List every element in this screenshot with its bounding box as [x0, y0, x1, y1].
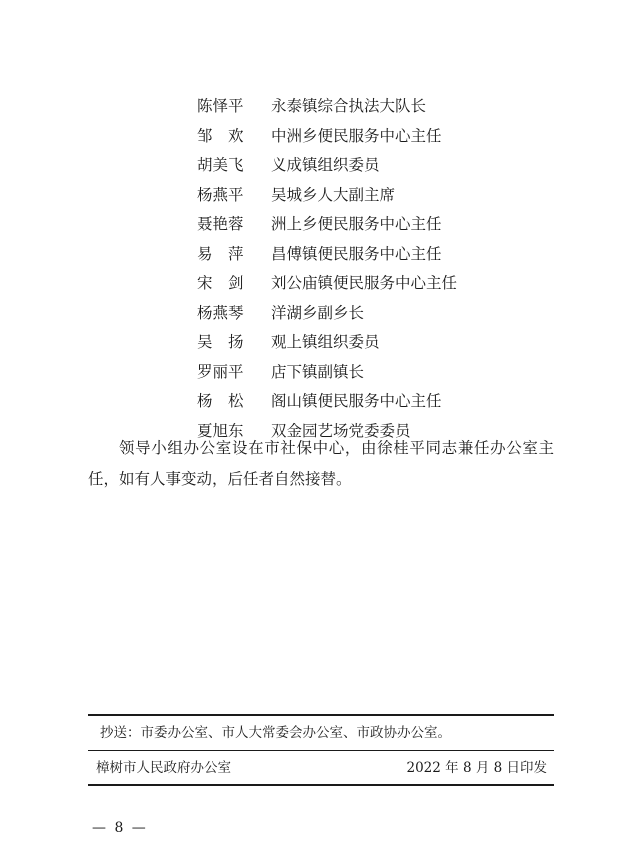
member-list	[197, 92, 557, 446]
member-name: 罗丽平	[197, 362, 244, 381]
member-name: 聂艳蓉	[197, 215, 244, 233]
member-name: 杨燕琴	[197, 303, 244, 322]
member-name: 胡美飞	[197, 156, 244, 174]
cc-line: 抄送：市委办公室、市人大常委会办公室、市政协办公室。	[100, 725, 451, 741]
member-role: 观上镇组织委员	[271, 333, 380, 351]
member-row	[197, 92, 557, 122]
member-row	[197, 122, 557, 152]
member-role: 店下镇副镇长	[271, 362, 365, 381]
member-name: 夏旭东	[197, 421, 244, 440]
member-row	[197, 269, 557, 299]
member-role: 刘公庙镇便民服务中心主任	[271, 274, 458, 292]
member-name: 宋 剑	[197, 274, 244, 292]
member-role: 昌傅镇便民服务中心主任	[271, 244, 442, 263]
member-role: 中洲乡便民服务中心主任	[271, 126, 442, 145]
member-name: 杨 松	[197, 392, 244, 410]
member-name: 邹 欢	[197, 126, 244, 145]
footer-rule-middle	[88, 750, 554, 751]
member-name: 吴 扬	[197, 333, 244, 351]
member-row	[197, 299, 557, 329]
issuer-line	[96, 757, 547, 779]
member-role: 永泰镇综合执法大队长	[271, 97, 427, 115]
member-row	[197, 151, 557, 181]
member-row	[197, 387, 557, 417]
office-paragraph: 领导小组办公室设在市社保中心，由徐桂平同志兼任办公室主任，如有人事变动，后任者自然接替。	[88, 439, 554, 488]
member-row	[197, 240, 557, 270]
member-role: 洋湖乡副乡长	[271, 303, 365, 322]
member-name: 陈怿平	[197, 97, 244, 115]
member-role: 阁山镇便民服务中心主任	[271, 392, 442, 410]
member-row	[197, 358, 557, 388]
issue-date: 2022 年 8 月 8 日印发	[406, 760, 547, 776]
member-row	[197, 181, 557, 211]
issuer-name: 樟树市人民政府办公室	[96, 760, 231, 776]
page-number: — 8 —	[92, 820, 148, 836]
footer-rule-top	[88, 714, 554, 716]
member-role: 义成镇组织委员	[271, 156, 380, 174]
member-role: 吴城乡人大副主席	[271, 185, 396, 204]
member-row	[197, 210, 557, 240]
member-name: 易 萍	[197, 244, 244, 263]
member-role: 洲上乡便民服务中心主任	[271, 215, 442, 233]
footer-rule-bottom	[88, 784, 554, 786]
member-row	[197, 328, 557, 358]
member-role: 双金园艺场党委委员	[271, 421, 411, 440]
member-name: 杨燕平	[197, 185, 244, 204]
